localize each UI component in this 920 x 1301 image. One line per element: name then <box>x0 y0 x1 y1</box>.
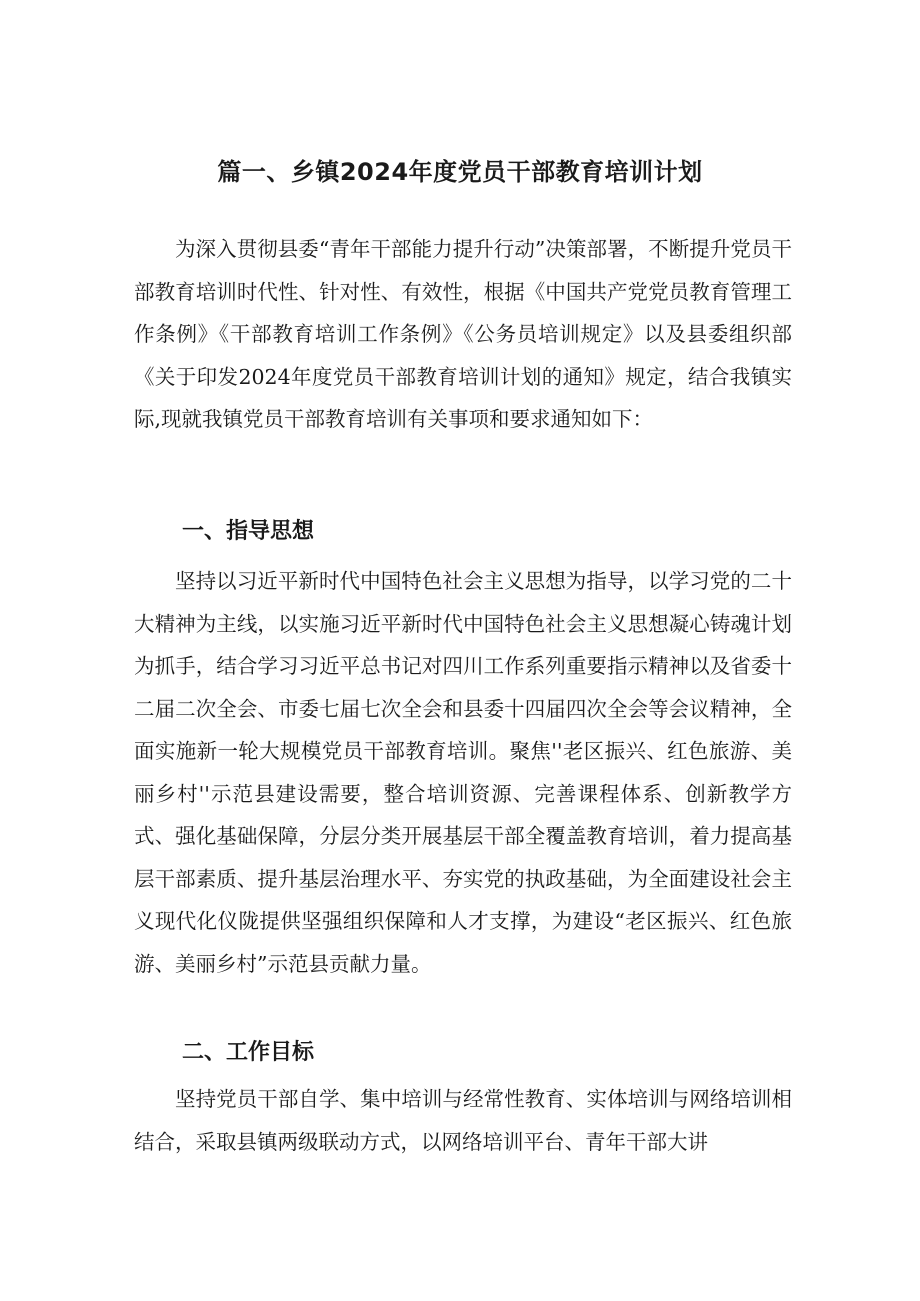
intro-paragraph: 为深入贯彻县委“青年干部能力提升行动”决策部署，不断提升党员干部教育培训时代性、针对性、有效性，根据《中国共产党党员教育管理工作条例》《干部教育培训工作条例》《公务员培训规定》以及县委组织部《关于印发2024年度党员干部教育培训计划的通知》规定，结合我镇实际,现就我镇党员干部教育培训有关事项和要求通知如下： <box>134 237 792 431</box>
section-paragraph-guiding-ideology: 坚持以习近平新时代中国特色社会主义思想为指导，以学习党的二十大精神为主线，以实施习近平新时代中国特色社会主义思想凝心铸魂计划为抓手，结合学习习近平总书记对四川工作系列重要指示精神以及省委十二届二次全会、市委七届七次全会和县委十四届四次全会等会议精神，全面实施新一轮大规模党员干部教育培训。聚焦''老区振兴、红色旅游、美丽乡村''示范县建设需要，整合培训资源、完善课程体系、创新教学方式、强化基础保障，分层分类开展基层干部全覆盖教育培训，着力提高基层干部素质、提升基层治理水平、夯实党的执政基础，为全面建设社会主义现代化仪陇提供坚强组织保障和人才支撑，为建设“老区振兴、红色旅游、美丽乡村”示范县贡献力量。 <box>134 569 792 976</box>
section-heading-guiding-ideology: 一、指导思想 <box>182 519 315 544</box>
section-paragraph-work-goals: 坚持党员干部自学、集中培训与经常性教育、实体培训与网络培训相结合，采取县镇两级联动方式，以网络培训平台、青年干部大讲 <box>134 1087 792 1154</box>
section-heading-work-goals: 二、工作目标 <box>182 1040 315 1065</box>
document-title: 篇一、乡镇2024年度党员干部教育培训计划 <box>217 158 703 186</box>
